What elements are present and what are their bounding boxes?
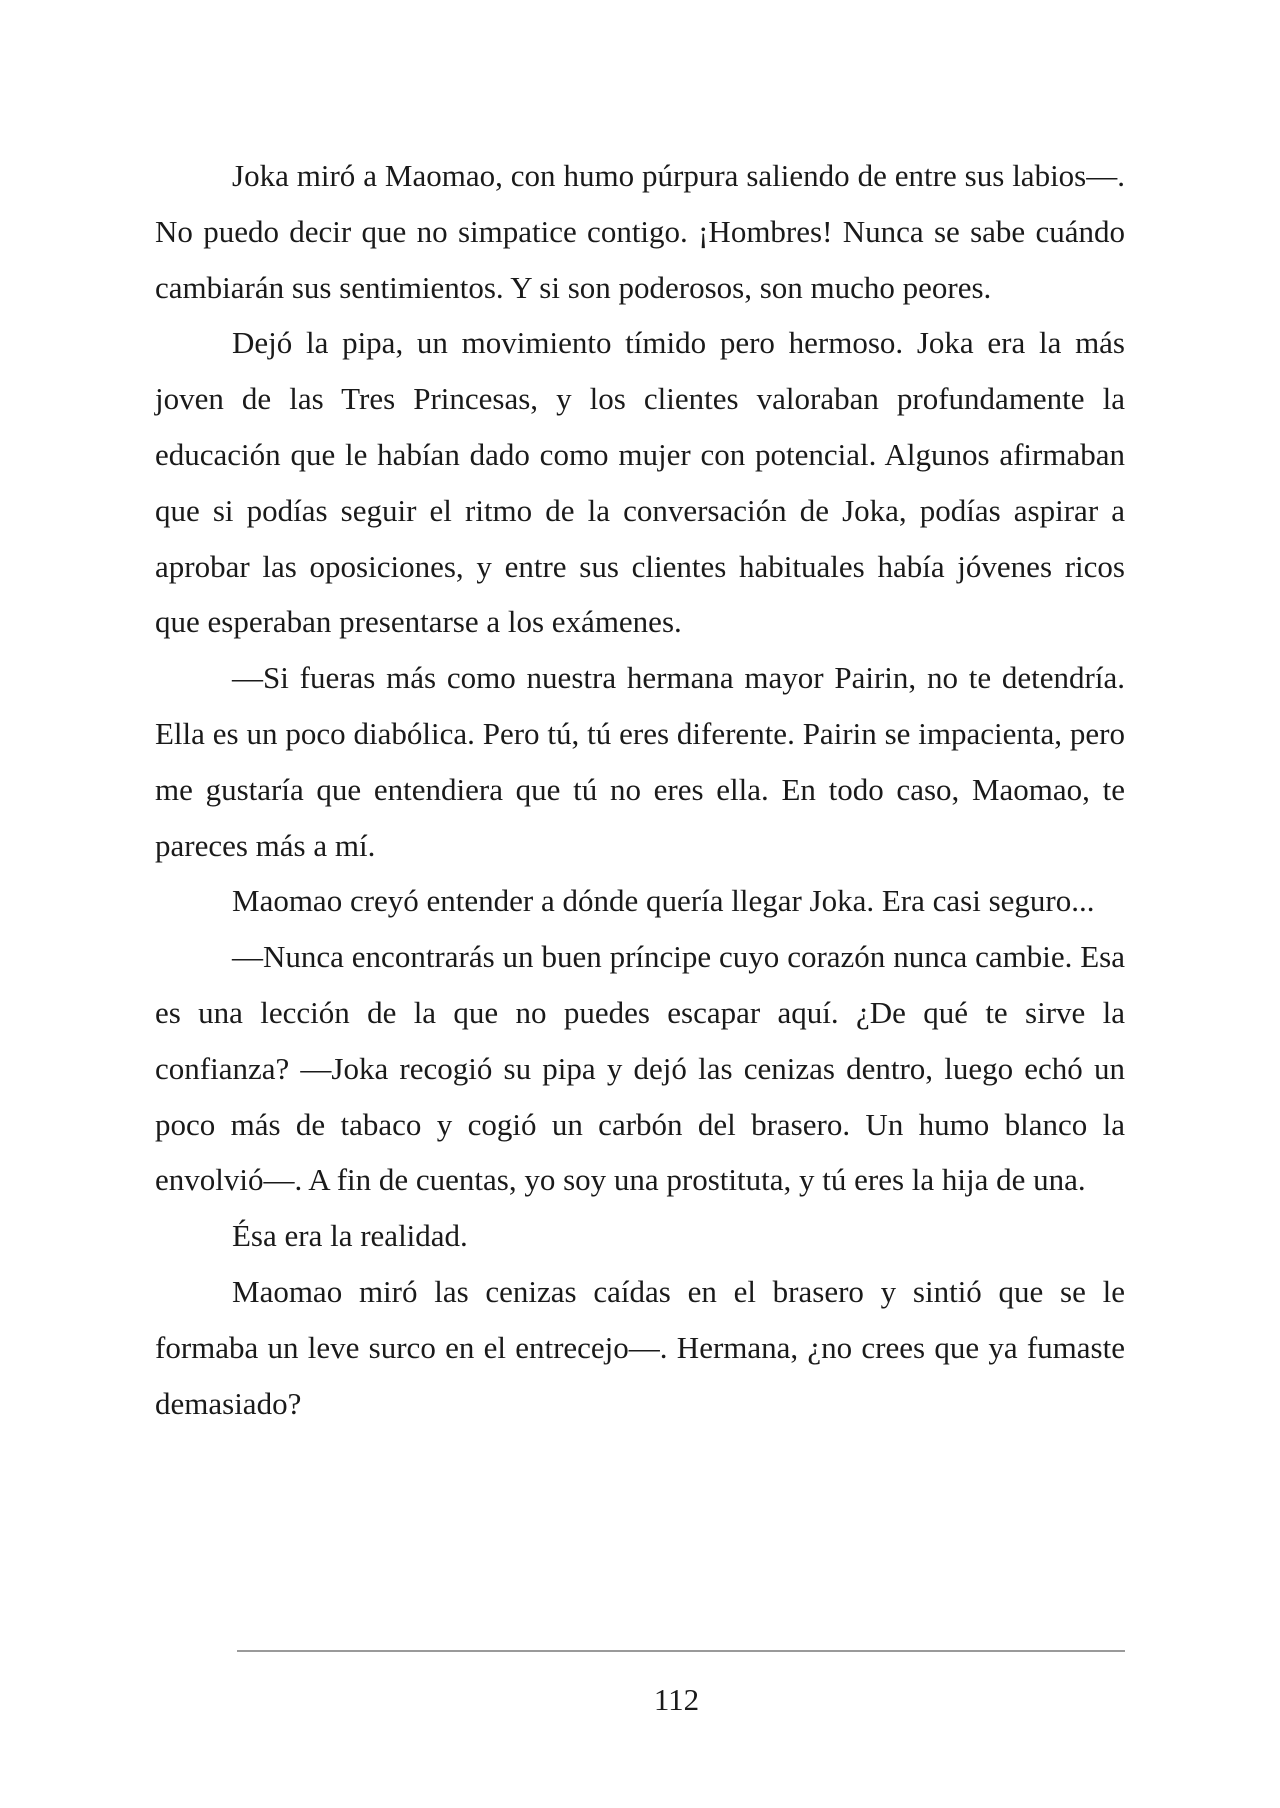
paragraph: Dejó la pipa, un movimiento tímido pero hermoso. Joka era la más joven de las Tres Princesas, y los clientes valoraban profundamente la educación que le habían dado como mujer con potencial. Algunos afirmaban que si podías seguir el ritmo de la conversación de Joka, podías aspirar a aprobar las oposiciones, y entre sus clientes habituales había jóvenes ricos que esperaban presentarse a los exámenes. (155, 325, 1125, 640)
paragraph: Maomao miró las cenizas caídas en el brasero y sintió que se le formaba un leve surco en el entrecejo—. Hermana, ¿no crees que ya fumaste demasiado? (155, 1273, 1125, 1421)
paragraph: Maomao creyó entender a dónde quería llegar Joka. Era casi seguro... (232, 883, 1095, 919)
body-text (155, 148, 1125, 1431)
paragraph: —Si fueras más como nuestra hermana mayor Pairin, no te detendría. Ella es un poco diabólica. Pero tú, tú eres diferente. Pairin se impacienta, pero me gustaría que entendiera que tú no eres ella. En todo caso, Maomao, te pareces más a mí. (155, 660, 1125, 863)
footer-divider (237, 1650, 1125, 1652)
page-number: 112 (653, 1682, 700, 1717)
paragraph: Ésa era la realidad. (232, 1218, 468, 1254)
paragraph: Joka miró a Maomao, con humo púrpura saliendo de entre sus labios—. No puedo decir que no simpatice contigo. ¡Hombres! Nunca se sabe cuándo cambiarán sus sentimientos. Y si son poderosos, son mucho peores. (155, 158, 1125, 305)
paragraph: —Nunca encontrarás un buen príncipe cuyo corazón nunca cambie. Esa es una lección de la que no puedes escapar aquí. ¿De qué te sirve la confianza? —Joka recogió su pipa y dejó las cenizas dentro, luego echó un poco más de tabaco y cogió un carbón del brasero. Un humo blanco la envolvió—. A fin de cuentas, yo soy una prostituta, y tú eres la hija de una. (155, 939, 1125, 1198)
